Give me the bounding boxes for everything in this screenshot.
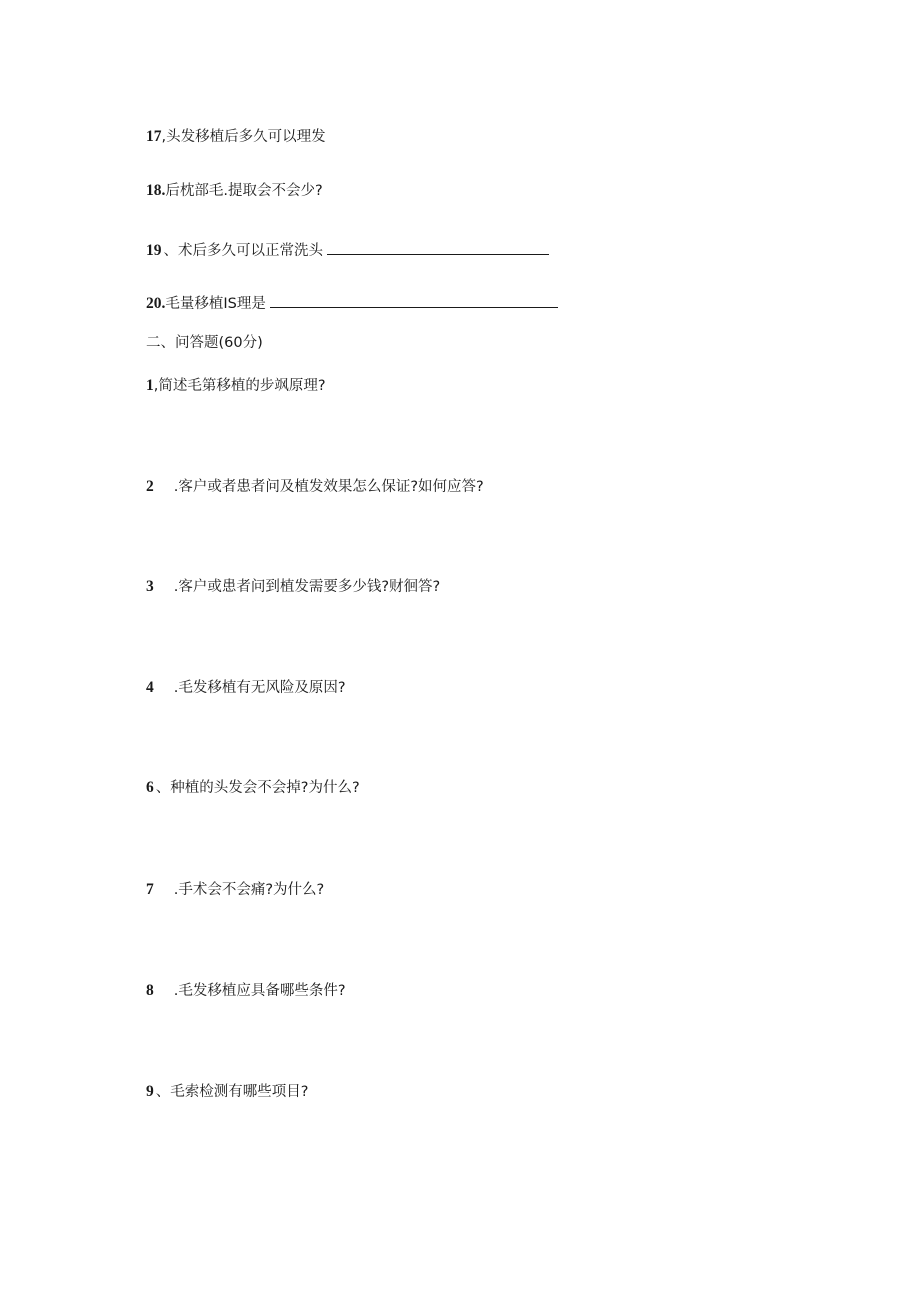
question-number: 1 [146,377,154,394]
question-8 [146,982,346,1000]
item-text: 毛量移植IS理是 [165,296,266,312]
question-4 [146,679,346,697]
question-separator: . [173,680,179,696]
fill-in-item-19 [146,240,549,260]
question-9 [146,1083,308,1101]
question-number: 6 [146,779,154,796]
item-number: 19 [146,242,162,259]
question-separator: . [173,479,179,495]
question-text: 手术会不会痛?为什么? [178,882,325,898]
question-3 [146,578,440,596]
answer-blank[interactable] [270,293,558,308]
question-separator: . [173,983,179,999]
question-separator: 、 [155,780,171,796]
question-6 [146,779,360,797]
item-separator: 、 [163,243,178,259]
question-text: 客户或患者问到植发需要多少钱?财徊答? [178,579,441,595]
fill-in-item-17 [146,128,326,146]
question-number: 7 [146,881,154,898]
question-text: 毛发移植有无风险及原因? [178,680,346,696]
question-2 [146,478,484,496]
question-separator: . [173,882,179,898]
item-text: 头发移植后多久可以理发 [166,129,326,145]
question-text: 毛索检测有哪些项目? [170,1084,309,1100]
item-number: 20. [146,295,166,312]
question-number: 8 [146,982,154,999]
question-separator: 、 [155,1084,171,1100]
section-heading: 二、问答题(60分) [146,335,263,351]
item-text: 术后多久可以正常洗头 [178,243,323,259]
item-number: 18. [146,182,166,199]
question-text: 客户或者患者问及植发效果怎么保证?如何应答? [178,479,484,495]
answer-blank[interactable] [327,240,549,255]
item-separator: , [161,129,167,145]
question-number: 9 [146,1083,154,1100]
question-1 [146,377,326,395]
item-text: 后枕部毛.提取会不会少? [165,183,323,199]
fill-in-item-18 [146,182,323,200]
fill-in-item-20 [146,293,558,313]
question-text: 简述毛第移植的步飒原理? [158,378,326,394]
question-7 [146,881,324,899]
item-number: 17 [146,128,162,145]
question-number: 4 [146,679,154,696]
question-text: 毛发移植应具备哪些条件? [178,983,346,999]
question-text: 种植的头发会不会掉?为什么? [170,780,360,796]
question-number: 3 [146,578,154,595]
question-separator: , [153,378,159,394]
question-number: 2 [146,478,154,495]
question-separator: . [173,579,179,595]
